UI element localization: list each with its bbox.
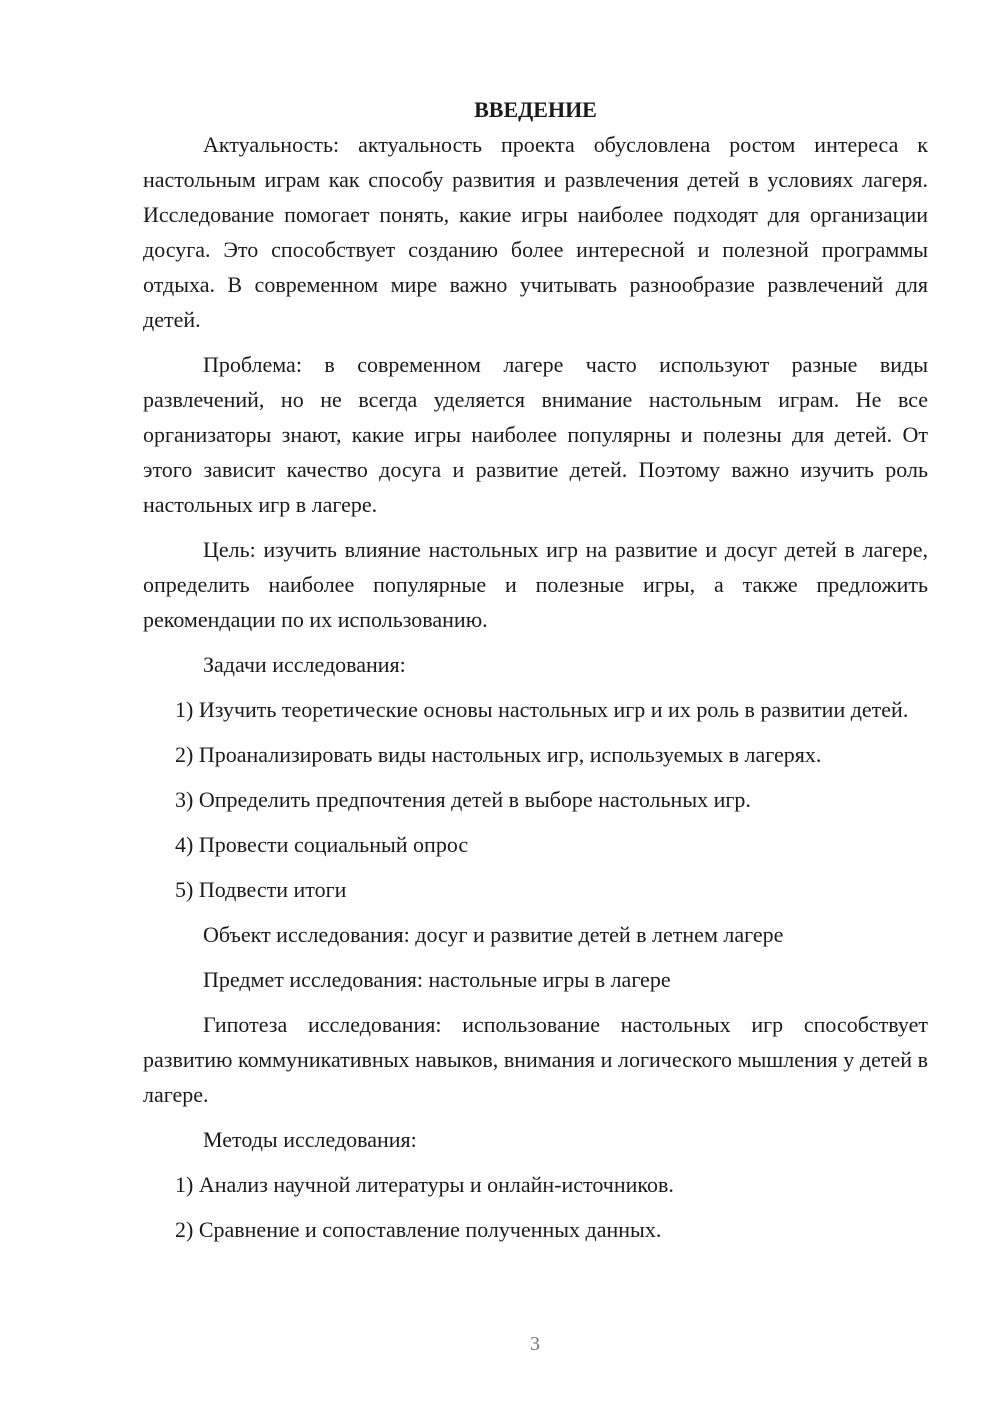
list-item: 1) Анализ научной литературы и онлайн-источников. (175, 1172, 674, 1197)
problem-paragraph: Проблема: в современном лагере часто используют разные виды развлечений, но не всегда уделяется внимание настольным играм. Не все организаторы знают, какие игры наиболее популярны и полезны для детей. От этого зависит качество досуга и развитие детей. Поэтому важно изучить роль настольных игр в лагере. (143, 352, 928, 517)
subject-paragraph: Предмет исследования: настольные игры в лагере (203, 967, 671, 992)
list-item: 4) Провести социальный опрос (175, 832, 469, 857)
list-item: 2) Сравнение и сопоставление полученных данных. (175, 1217, 662, 1242)
tasks-heading: Задачи исследования: (203, 652, 406, 677)
methods-heading: Методы исследования: (203, 1127, 417, 1152)
page-title: ВВЕДЕНИЕ (474, 97, 597, 122)
list-item: 3) Определить предпочтения детей в выборе настольных игр. (175, 787, 751, 812)
relevance-paragraph: Актуальность: актуальность проекта обусловлена ростом интереса к настольным играм как способу развития и развлечения детей в условиях лагеря. Исследование помогает понять, какие игры наиболее подходят для организации досуга. Это способствует созданию более интересной и полезной программы отдыха. В современном мире важно учитывать разнообразие развлечений для детей. (143, 132, 928, 332)
document-body (143, 92, 928, 1257)
page-number: 3 (530, 1333, 540, 1355)
goal-paragraph: Цель: изучить влияние настольных игр на развитие и досуг детей в лагере, определить наиболее популярные и полезные игры, а также предложить рекомендации по их использованию. (143, 537, 928, 632)
methods-list (143, 1167, 928, 1247)
object-paragraph: Объект исследования: досуг и развитие детей в летнем лагере (203, 922, 784, 947)
list-item: 2) Проанализировать виды настольных игр, используемых в лагерях. (175, 742, 822, 767)
list-item: 5) Подвести итоги (175, 877, 347, 902)
hypothesis-paragraph: Гипотеза исследования: использование настольных игр способствует развитию коммуникативных навыков, внимания и логического мышления у детей в лагере. (143, 1012, 928, 1107)
tasks-list (143, 692, 928, 907)
list-item: 1) Изучить теоретические основы настольных игр и их роль в развитии детей. (175, 697, 909, 722)
